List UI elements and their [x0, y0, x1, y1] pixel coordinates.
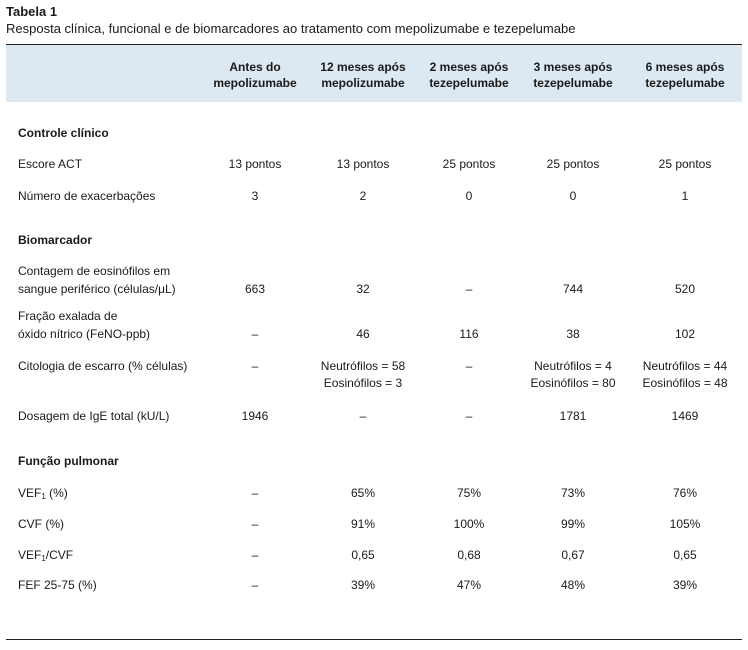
vef1cvf-label-suffix: /CVF	[45, 548, 74, 562]
table-title-block	[6, 4, 742, 37]
table-cell: 1946	[241, 409, 269, 423]
row-label-vef1	[18, 485, 68, 502]
table-cell: 39%	[350, 578, 376, 592]
table-cell: 744	[562, 282, 584, 296]
table-cell: 76%	[672, 486, 698, 500]
table-cell: 663	[244, 282, 266, 296]
col-header-1-line1: Antes do	[229, 60, 281, 74]
row-label-cvf: CVF (%)	[18, 517, 64, 531]
row-label-feno-line2: óxido nítrico (FeNO-ppb)	[18, 327, 151, 341]
table-cell: Neutrófilos = 58	[320, 359, 406, 373]
bottom-rule	[6, 639, 742, 640]
col-header-2-line2: mepolizumabe	[321, 76, 405, 90]
table-cell: 0,65	[673, 548, 697, 562]
col-header-5-line2: tezepelumabe	[645, 76, 725, 90]
section-clinical-control: Controle clínico	[18, 126, 109, 140]
col-header-3-line1: 2 meses após	[429, 60, 509, 74]
table-cell: Eosinófilos = 80	[530, 376, 616, 390]
table-cell: 13 pontos	[336, 157, 390, 171]
table-cell: –	[465, 409, 473, 423]
table-cell: –	[251, 548, 259, 562]
table-cell: 520	[674, 282, 696, 296]
col-header-5	[630, 59, 740, 91]
row-label-act: Escore ACT	[18, 157, 83, 171]
table-cell: –	[359, 409, 367, 423]
row-label-ige: Dosagem de IgE total (kU/L)	[18, 409, 170, 423]
table-cell: 1781	[559, 409, 587, 423]
table-cell: 0,67	[561, 548, 585, 562]
table-cell: –	[251, 578, 259, 592]
table-cell: –	[251, 486, 259, 500]
table-cell: 105%	[669, 517, 701, 531]
row-label-exacerbations: Número de exacerbações	[18, 189, 156, 203]
table-cell: 65%	[350, 486, 376, 500]
col-header-4-line2: tezepelumabe	[533, 76, 613, 90]
table-cell: 0	[465, 189, 473, 203]
col-header-2	[308, 59, 418, 91]
table-cell: 13 pontos	[228, 157, 282, 171]
vef1cvf-label-text: VEF	[18, 548, 42, 562]
table-cell: 99%	[560, 517, 586, 531]
vef1-label-suffix: (%)	[45, 486, 68, 500]
row-label-fef: FEF 25-75 (%)	[18, 578, 97, 592]
table-cell: 116	[459, 327, 479, 341]
table-cell: 32	[356, 282, 370, 296]
table-cell: Eosinófilos = 3	[323, 376, 403, 390]
col-header-4-line1: 3 meses após	[533, 60, 613, 74]
col-header-3-line2: tezepelumabe	[429, 76, 509, 90]
col-header-1	[200, 59, 310, 91]
table-cell: 0,68	[457, 548, 481, 562]
row-label-sputum: Citologia de escarro (% células)	[18, 359, 188, 373]
row-label-feno-line1: Fração exalada de	[18, 309, 118, 323]
table-title: Tabela 1	[6, 4, 58, 19]
vef1-label-sub: 1	[41, 492, 46, 501]
table-cell: 39%	[672, 578, 698, 592]
table-cell: 100%	[453, 517, 485, 531]
vef1cvf-label-sub: 1	[41, 554, 46, 563]
col-header-4	[518, 59, 628, 91]
table-cell: 25 pontos	[442, 157, 496, 171]
table-cell: 47%	[456, 578, 482, 592]
col-header-5-line1: 6 meses após	[645, 60, 725, 74]
table-cell: –	[251, 327, 259, 341]
table-cell: 25 pontos	[658, 157, 712, 171]
row-label-eosinophils-line2: sangue periférico (células/μL)	[18, 282, 176, 296]
table-cell: 25 pontos	[546, 157, 600, 171]
table-cell: –	[465, 359, 473, 373]
table-cell: 3	[251, 189, 259, 203]
section-biomarker: Biomarcador	[18, 233, 93, 247]
table-cell: Neutrófilos = 44	[642, 359, 728, 373]
table-cell: 38	[566, 327, 580, 341]
table-caption: Resposta clínica, funcional e de biomarcadores ao tratamento com mepolizumabe e tezepelumabe	[6, 21, 576, 36]
table-cell: –	[251, 517, 259, 531]
table-cell: 2	[359, 189, 367, 203]
table-cell: Neutrófilos = 4	[534, 359, 612, 373]
table-cell: 46	[356, 327, 370, 341]
col-header-3	[414, 59, 524, 91]
col-header-1-line2: mepolizumabe	[213, 76, 297, 90]
table-cell: 102	[674, 327, 696, 341]
vef1-label-text: VEF	[18, 486, 42, 500]
row-label-eosinophils-line1: Contagem de eosinófilos em	[18, 264, 171, 278]
table-cell: 73%	[560, 486, 586, 500]
table-cell: 1469	[671, 409, 699, 423]
table-cell: 48%	[560, 578, 586, 592]
table-cell: 91%	[350, 517, 376, 531]
col-header-2-line1: 12 meses após	[320, 60, 406, 74]
table-cell: 1	[681, 189, 689, 203]
table-cell: 0	[569, 189, 577, 203]
table-cell: 0,65	[351, 548, 375, 562]
table-cell: –	[251, 359, 259, 373]
row-label-vef1-cvf	[18, 547, 73, 564]
table-cell: Eosinófilos = 48	[642, 376, 728, 390]
table-cell: –	[465, 282, 473, 296]
table-cell: 75%	[456, 486, 482, 500]
section-lung-function: Função pulmonar	[18, 454, 119, 468]
